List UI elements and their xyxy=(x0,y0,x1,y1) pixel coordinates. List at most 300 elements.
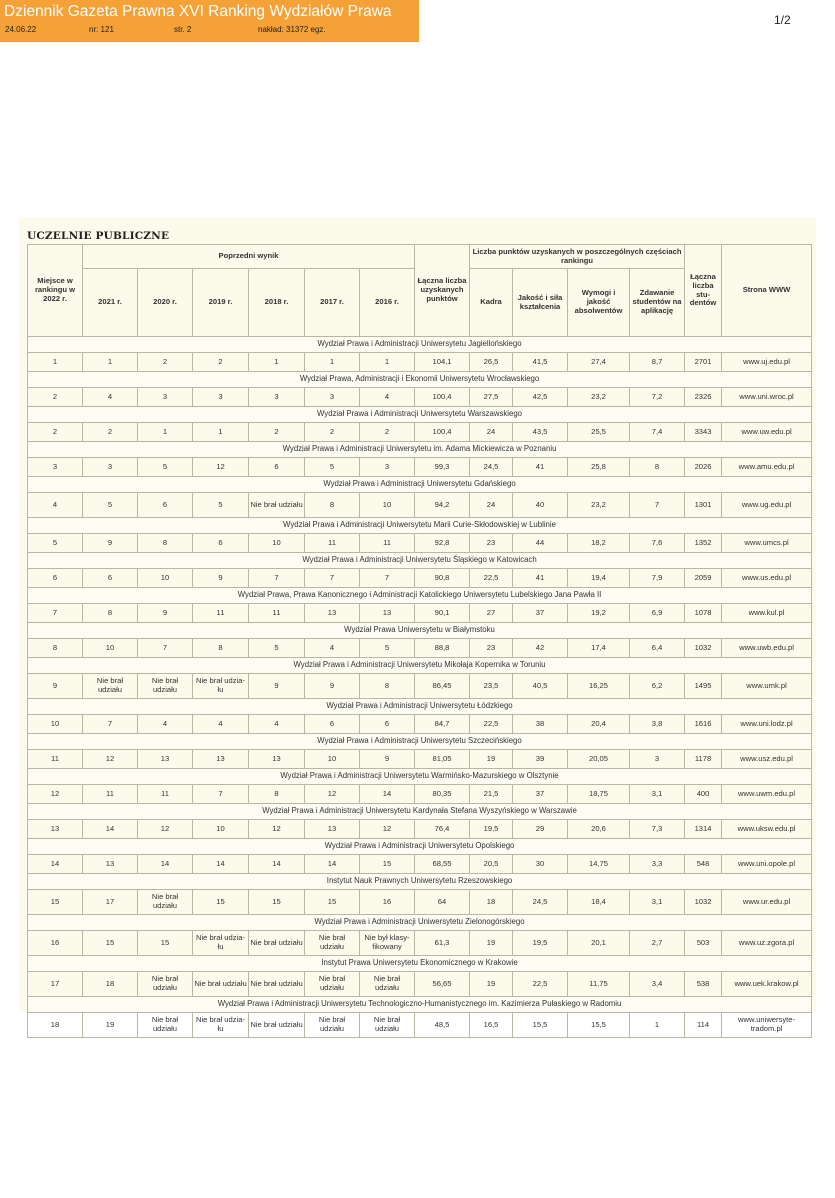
year-2017-cell: 9 xyxy=(305,674,360,699)
www-link[interactable]: www.uksw.edu.pl xyxy=(722,820,812,839)
zdawanie-cell: 1 xyxy=(630,1013,685,1038)
students-cell: 1032 xyxy=(685,890,722,915)
wymogi-cell: 16,25 xyxy=(568,674,630,699)
wymogi-cell: 18,4 xyxy=(568,890,630,915)
institution-row xyxy=(28,518,812,534)
total-points-cell: 80,35 xyxy=(415,785,470,804)
kadra-cell: 24 xyxy=(470,423,513,442)
page-indicator: 1/2 xyxy=(774,13,791,27)
total-points-cell: 100,4 xyxy=(415,423,470,442)
year-2020-cell: 15 xyxy=(138,931,193,956)
table-row xyxy=(28,715,812,734)
year-2019-cell: Nie brał udzia-łu xyxy=(193,931,249,956)
institution-row xyxy=(28,337,812,353)
www-link[interactable]: www.ur.edu.pl xyxy=(722,890,812,915)
year-2020-cell: 13 xyxy=(138,750,193,769)
www-link[interactable]: www.usz.edu.pl xyxy=(722,750,812,769)
www-link[interactable]: www.uwm.edu.pl xyxy=(722,785,812,804)
table-row xyxy=(28,604,812,623)
year-2021-cell: 6 xyxy=(83,569,138,588)
total-points-cell: 99,3 xyxy=(415,458,470,477)
www-link[interactable]: www.kul.pl xyxy=(722,604,812,623)
year-2021-cell: 17 xyxy=(83,890,138,915)
col-previous: Poprzedni wynik xyxy=(83,245,415,269)
publication-date: 24.06.22 xyxy=(5,25,37,34)
year-2018-cell: Nie brał udziału xyxy=(249,972,305,997)
wymogi-cell: 25,5 xyxy=(568,423,630,442)
wymogi-cell: 20,05 xyxy=(568,750,630,769)
wymogi-cell: 20,4 xyxy=(568,715,630,734)
zdawanie-cell: 3,1 xyxy=(630,890,685,915)
wymogi-cell: 19,2 xyxy=(568,604,630,623)
table-row xyxy=(28,785,812,804)
header-banner xyxy=(0,0,419,42)
zdawanie-cell: 3,4 xyxy=(630,972,685,997)
year-2016-cell: 6 xyxy=(360,715,415,734)
col-wymogi: Wymogi i jakość absolwentów xyxy=(568,269,630,337)
wymogi-cell: 23,2 xyxy=(568,493,630,518)
students-cell: 548 xyxy=(685,855,722,874)
place-cell: 18 xyxy=(28,1013,83,1038)
col-year: 2021 r. xyxy=(83,269,138,337)
place-cell: 5 xyxy=(28,534,83,553)
www-link[interactable]: www.uw.edu.pl xyxy=(722,423,812,442)
year-2016-cell: 8 xyxy=(360,674,415,699)
www-link[interactable]: www.uni.opole.pl xyxy=(722,855,812,874)
year-2021-cell: 3 xyxy=(83,458,138,477)
www-link[interactable]: www.uek.krakow.pl xyxy=(722,972,812,997)
www-link[interactable]: www.uniwersyte-tradom.pl xyxy=(722,1013,812,1038)
place-cell: 8 xyxy=(28,639,83,658)
year-2019-cell: Nie brał udziału xyxy=(193,972,249,997)
year-2018-cell: 11 xyxy=(249,604,305,623)
wymogi-cell: 18,2 xyxy=(568,534,630,553)
wymogi-cell: 23,2 xyxy=(568,388,630,407)
col-place: Miejsce w rankingu w 2022 r. xyxy=(28,245,83,337)
institution-name: Wydział Prawa i Administracji Uniwersytetu Śląskiego w Katowicach xyxy=(28,553,812,569)
zdawanie-cell: 7,3 xyxy=(630,820,685,839)
place-cell: 4 xyxy=(28,493,83,518)
year-2017-cell: Nie brał udziału xyxy=(305,972,360,997)
jakosc-cell: 15,5 xyxy=(513,1013,568,1038)
wymogi-cell: 11,75 xyxy=(568,972,630,997)
students-cell: 1495 xyxy=(685,674,722,699)
year-2017-cell: 10 xyxy=(305,750,360,769)
institution-row xyxy=(28,804,812,820)
zdawanie-cell: 3,1 xyxy=(630,785,685,804)
year-2018-cell: 8 xyxy=(249,785,305,804)
www-link[interactable]: www.ug.edu.pl xyxy=(722,493,812,518)
www-link[interactable]: www.amu.edu.pl xyxy=(722,458,812,477)
year-2018-cell: Nie brał udziału xyxy=(249,931,305,956)
wymogi-cell: 27,4 xyxy=(568,353,630,372)
zdawanie-cell: 6,9 xyxy=(630,604,685,623)
institution-name: Wydział Prawa i Administracji Uniwersytetu Szczecińskiego xyxy=(28,734,812,750)
year-2019-cell: 6 xyxy=(193,534,249,553)
year-2016-cell: 3 xyxy=(360,458,415,477)
year-2020-cell: 3 xyxy=(138,388,193,407)
institution-name: Wydział Prawa i Administracji Uniwersytetu Marii Curie-Skłodowskiej w Lublinie xyxy=(28,518,812,534)
institution-name: Wydział Prawa i Administracji Uniwersytetu Opolskiego xyxy=(28,839,812,855)
year-2020-cell: 10 xyxy=(138,569,193,588)
year-2018-cell: 14 xyxy=(249,855,305,874)
table-row xyxy=(28,493,812,518)
year-2020-cell: Nie brał udziału xyxy=(138,890,193,915)
year-2016-cell: Nie brał udziału xyxy=(360,1013,415,1038)
year-2021-cell: 10 xyxy=(83,639,138,658)
institution-row xyxy=(28,839,812,855)
year-2016-cell: 2 xyxy=(360,423,415,442)
www-link[interactable]: www.umk.pl xyxy=(722,674,812,699)
jakosc-cell: 39 xyxy=(513,750,568,769)
year-2016-cell: 11 xyxy=(360,534,415,553)
total-points-cell: 88,8 xyxy=(415,639,470,658)
www-link[interactable]: www.us.edu.pl xyxy=(722,569,812,588)
year-2017-cell: 1 xyxy=(305,353,360,372)
year-2019-cell: 3 xyxy=(193,388,249,407)
table-row xyxy=(28,353,812,372)
institution-row xyxy=(28,734,812,750)
year-2019-cell: 13 xyxy=(193,750,249,769)
year-2019-cell: 8 xyxy=(193,639,249,658)
col-total-points: Łączna liczba uzyskanych punktów xyxy=(415,245,470,337)
place-cell: 7 xyxy=(28,604,83,623)
place-cell: 12 xyxy=(28,785,83,804)
jakosc-cell: 22,5 xyxy=(513,972,568,997)
wymogi-cell: 14,75 xyxy=(568,855,630,874)
table-row xyxy=(28,972,812,997)
institution-name: Wydział Prawa i Administracji Uniwersytetu Zielonogórskiego xyxy=(28,915,812,931)
students-cell: 2059 xyxy=(685,569,722,588)
jakosc-cell: 40,5 xyxy=(513,674,568,699)
total-points-cell: 86,45 xyxy=(415,674,470,699)
students-cell: 1616 xyxy=(685,715,722,734)
institution-name: Wydział Prawa i Administracji Uniwersytetu Łódzkiego xyxy=(28,699,812,715)
total-points-cell: 64 xyxy=(415,890,470,915)
institution-name: Wydział Prawa i Administracji Uniwersytetu im. Adama Mickiewicza w Poznaniu xyxy=(28,442,812,458)
jakosc-cell: 43,5 xyxy=(513,423,568,442)
col-zdawanie: Zdawanie studentów na aplikację xyxy=(630,269,685,337)
year-2016-cell: 13 xyxy=(360,604,415,623)
total-points-cell: 81,05 xyxy=(415,750,470,769)
year-2020-cell: Nie brał udziału xyxy=(138,674,193,699)
total-points-cell: 76,4 xyxy=(415,820,470,839)
year-2017-cell: 3 xyxy=(305,388,360,407)
kadra-cell: 23,5 xyxy=(470,674,513,699)
kadra-cell: 23 xyxy=(470,639,513,658)
year-2018-cell: 5 xyxy=(249,639,305,658)
kadra-cell: 27 xyxy=(470,604,513,623)
institution-name: Wydział Prawa i Administracji Uniwersytetu Warmińsko-Mazurskiego w Olsztynie xyxy=(28,769,812,785)
jakosc-cell: 40 xyxy=(513,493,568,518)
year-2019-cell: 10 xyxy=(193,820,249,839)
wymogi-cell: 19,4 xyxy=(568,569,630,588)
year-2017-cell: 13 xyxy=(305,604,360,623)
zdawanie-cell: 3,3 xyxy=(630,855,685,874)
year-2017-cell: Nie brał udziału xyxy=(305,1013,360,1038)
www-link[interactable]: www.uni.wroc.pl xyxy=(722,388,812,407)
institution-name: Wydział Prawa i Administracji Uniwersytetu Gdańskiego xyxy=(28,477,812,493)
place-cell: 16 xyxy=(28,931,83,956)
www-link[interactable]: www.uj.edu.pl xyxy=(722,353,812,372)
zdawanie-cell: 8,7 xyxy=(630,353,685,372)
table-row xyxy=(28,820,812,839)
year-2020-cell: 6 xyxy=(138,493,193,518)
total-points-cell: 100,4 xyxy=(415,388,470,407)
institution-name: Wydział Prawa i Administracji Uniwersytetu Technologiczno-Humanistycznego im. Kazimierza Pułaskiego w Radomiu xyxy=(28,997,812,1013)
institution-name: Wydział Prawa Uniwersytetu w Białymstoku xyxy=(28,623,812,639)
zdawanie-cell: 6,2 xyxy=(630,674,685,699)
www-link[interactable]: www.uz.zgora.pl xyxy=(722,931,812,956)
year-2021-cell: 4 xyxy=(83,388,138,407)
students-cell: 2701 xyxy=(685,353,722,372)
year-2021-cell: 14 xyxy=(83,820,138,839)
col-jakosc: Jakość i siła kształcenia xyxy=(513,269,568,337)
kadra-cell: 24,5 xyxy=(470,458,513,477)
kadra-cell: 16,5 xyxy=(470,1013,513,1038)
year-2021-cell: 13 xyxy=(83,855,138,874)
zdawanie-cell: 3,8 xyxy=(630,715,685,734)
year-2019-cell: Nie brał udzia-łu xyxy=(193,674,249,699)
institution-row xyxy=(28,407,812,423)
year-2017-cell: 11 xyxy=(305,534,360,553)
col-year: 2018 r. xyxy=(249,269,305,337)
year-2017-cell: 2 xyxy=(305,423,360,442)
year-2018-cell: 12 xyxy=(249,820,305,839)
place-cell: 13 xyxy=(28,820,83,839)
students-cell: 2326 xyxy=(685,388,722,407)
jakosc-cell: 41 xyxy=(513,569,568,588)
year-2021-cell: 15 xyxy=(83,931,138,956)
year-2020-cell: 11 xyxy=(138,785,193,804)
kadra-cell: 19 xyxy=(470,750,513,769)
year-2019-cell: 2 xyxy=(193,353,249,372)
year-2019-cell: Nie brał udzia-łu xyxy=(193,1013,249,1038)
kadra-cell: 24 xyxy=(470,493,513,518)
zdawanie-cell: 6,4 xyxy=(630,639,685,658)
institution-name: Wydział Prawa i Administracji Uniwersytetu Kardynała Stefana Wyszyńskiego w Warszawie xyxy=(28,804,812,820)
total-points-cell: 84,7 xyxy=(415,715,470,734)
year-2017-cell: 14 xyxy=(305,855,360,874)
year-2016-cell: 1 xyxy=(360,353,415,372)
year-2019-cell: 15 xyxy=(193,890,249,915)
col-www: Strona WWW xyxy=(722,245,812,337)
year-2020-cell: 9 xyxy=(138,604,193,623)
place-cell: 10 xyxy=(28,715,83,734)
year-2018-cell: 15 xyxy=(249,890,305,915)
kadra-cell: 21,5 xyxy=(470,785,513,804)
zdawanie-cell: 3 xyxy=(630,750,685,769)
kadra-cell: 19 xyxy=(470,931,513,956)
year-2018-cell: Nie brał udziału xyxy=(249,1013,305,1038)
place-cell: 9 xyxy=(28,674,83,699)
year-2021-cell: 1 xyxy=(83,353,138,372)
year-2021-cell: 8 xyxy=(83,604,138,623)
total-points-cell: 92,8 xyxy=(415,534,470,553)
year-2016-cell: Nie brał udziału xyxy=(360,972,415,997)
year-2016-cell: 7 xyxy=(360,569,415,588)
students-cell: 1314 xyxy=(685,820,722,839)
jakosc-cell: 41,5 xyxy=(513,353,568,372)
year-2021-cell: 2 xyxy=(83,423,138,442)
year-2017-cell: 12 xyxy=(305,785,360,804)
total-points-cell: 61,3 xyxy=(415,931,470,956)
zdawanie-cell: 7,2 xyxy=(630,388,685,407)
year-2016-cell: 14 xyxy=(360,785,415,804)
zdawanie-cell: 2,7 xyxy=(630,931,685,956)
institution-name: Wydział Prawa, Prawa Kanonicznego i Administracji Katolickiego Uniwersytetu Lubelskiego Jana Pawła II xyxy=(28,588,812,604)
year-2018-cell: 4 xyxy=(249,715,305,734)
year-2018-cell: 1 xyxy=(249,353,305,372)
institution-row xyxy=(28,874,812,890)
year-2017-cell: 6 xyxy=(305,715,360,734)
place-cell: 1 xyxy=(28,353,83,372)
students-cell: 538 xyxy=(685,972,722,997)
wymogi-cell: 15,5 xyxy=(568,1013,630,1038)
kadra-cell: 23 xyxy=(470,534,513,553)
table-row xyxy=(28,1013,812,1038)
wymogi-cell: 18,75 xyxy=(568,785,630,804)
jakosc-cell: 30 xyxy=(513,855,568,874)
year-2018-cell: 7 xyxy=(249,569,305,588)
page-ref: str. 2 xyxy=(174,25,192,34)
jakosc-cell: 44 xyxy=(513,534,568,553)
year-2017-cell: 4 xyxy=(305,639,360,658)
institution-row xyxy=(28,915,812,931)
place-cell: 6 xyxy=(28,569,83,588)
jakosc-cell: 37 xyxy=(513,785,568,804)
year-2020-cell: Nie brał udziału xyxy=(138,972,193,997)
year-2020-cell: Nie brał udziału xyxy=(138,1013,193,1038)
table-row xyxy=(28,674,812,699)
year-2017-cell: 13 xyxy=(305,820,360,839)
www-link[interactable]: www.uni.lodz.pl xyxy=(722,715,812,734)
institution-name: Wydział Prawa i Administracji Uniwersytetu Jagiellońskiego xyxy=(28,337,812,353)
table-row xyxy=(28,388,812,407)
jakosc-cell: 42,5 xyxy=(513,388,568,407)
year-2017-cell: 8 xyxy=(305,493,360,518)
students-cell: 503 xyxy=(685,931,722,956)
table-row xyxy=(28,931,812,956)
year-2021-cell: 11 xyxy=(83,785,138,804)
institution-name: Wydział Prawa i Administracji Uniwersytetu Mikołaja Kopernika w Toruniu xyxy=(28,658,812,674)
place-cell: 2 xyxy=(28,423,83,442)
section-title: UCZELNIE PUBLICZNE xyxy=(27,230,170,242)
institution-row xyxy=(28,997,812,1013)
total-points-cell: 90,8 xyxy=(415,569,470,588)
col-year: 2016 r. xyxy=(360,269,415,337)
place-cell: 17 xyxy=(28,972,83,997)
year-2020-cell: 1 xyxy=(138,423,193,442)
year-2019-cell: 9 xyxy=(193,569,249,588)
col-year: 2017 r. xyxy=(305,269,360,337)
www-link[interactable]: www.umcs.pl xyxy=(722,534,812,553)
kadra-cell: 18 xyxy=(470,890,513,915)
publication-title: Dziennik Gazeta Prawna XVI Ranking Wydziałów Prawa xyxy=(4,3,392,20)
students-cell: 400 xyxy=(685,785,722,804)
students-cell: 1301 xyxy=(685,493,722,518)
institution-row xyxy=(28,956,812,972)
year-2016-cell: 16 xyxy=(360,890,415,915)
institution-row xyxy=(28,588,812,604)
www-link[interactable]: www.uwb.edu.pl xyxy=(722,639,812,658)
wymogi-cell: 25,8 xyxy=(568,458,630,477)
year-2019-cell: 4 xyxy=(193,715,249,734)
jakosc-cell: 29 xyxy=(513,820,568,839)
year-2018-cell: 2 xyxy=(249,423,305,442)
students-cell: 1178 xyxy=(685,750,722,769)
year-2016-cell: 4 xyxy=(360,388,415,407)
col-parts: Liczba punktów uzyskanych w poszczególnych częściach rankingu xyxy=(470,245,685,269)
year-2018-cell: 10 xyxy=(249,534,305,553)
institution-name: Instytut Prawa Uniwersytetu Ekonomicznego w Krakowie xyxy=(28,956,812,972)
place-cell: 15 xyxy=(28,890,83,915)
students-cell: 2026 xyxy=(685,458,722,477)
ranking-table xyxy=(27,244,812,1038)
year-2016-cell: Nie był klasy-fikowany xyxy=(360,931,415,956)
year-2018-cell: 13 xyxy=(249,750,305,769)
year-2021-cell: 9 xyxy=(83,534,138,553)
year-2021-cell: 12 xyxy=(83,750,138,769)
year-2018-cell: 9 xyxy=(249,674,305,699)
jakosc-cell: 24,5 xyxy=(513,890,568,915)
wymogi-cell: 20,6 xyxy=(568,820,630,839)
students-cell: 3343 xyxy=(685,423,722,442)
students-cell: 1032 xyxy=(685,639,722,658)
year-2019-cell: 14 xyxy=(193,855,249,874)
place-cell: 2 xyxy=(28,388,83,407)
institution-name: Wydział Prawa i Administracji Uniwersytetu Warszawskiego xyxy=(28,407,812,423)
year-2020-cell: 5 xyxy=(138,458,193,477)
year-2018-cell: Nie brał udziału xyxy=(249,493,305,518)
total-points-cell: 94,2 xyxy=(415,493,470,518)
year-2018-cell: 6 xyxy=(249,458,305,477)
students-cell: 114 xyxy=(685,1013,722,1038)
zdawanie-cell: 7 xyxy=(630,493,685,518)
year-2017-cell: 7 xyxy=(305,569,360,588)
institution-name: Wydział Prawa, Administracji i Ekonomii Uniwersytetu Wrocławskiego xyxy=(28,372,812,388)
year-2019-cell: 7 xyxy=(193,785,249,804)
year-2020-cell: 12 xyxy=(138,820,193,839)
wymogi-cell: 17,4 xyxy=(568,639,630,658)
place-cell: 14 xyxy=(28,855,83,874)
institution-row xyxy=(28,769,812,785)
kadra-cell: 27,5 xyxy=(470,388,513,407)
year-2021-cell: 5 xyxy=(83,493,138,518)
kadra-cell: 22,5 xyxy=(470,715,513,734)
ranking-rows xyxy=(28,337,812,1038)
institution-row xyxy=(28,372,812,388)
students-cell: 1352 xyxy=(685,534,722,553)
col-year: 2020 r. xyxy=(138,269,193,337)
jakosc-cell: 38 xyxy=(513,715,568,734)
year-2016-cell: 5 xyxy=(360,639,415,658)
zdawanie-cell: 7,9 xyxy=(630,569,685,588)
year-2020-cell: 7 xyxy=(138,639,193,658)
total-points-cell: 104,1 xyxy=(415,353,470,372)
year-2016-cell: 9 xyxy=(360,750,415,769)
year-2019-cell: 1 xyxy=(193,423,249,442)
total-points-cell: 68,55 xyxy=(415,855,470,874)
issue-number: nr: 121 xyxy=(89,25,114,34)
table-row xyxy=(28,569,812,588)
zdawanie-cell: 7,4 xyxy=(630,423,685,442)
year-2016-cell: 15 xyxy=(360,855,415,874)
jakosc-cell: 19,5 xyxy=(513,931,568,956)
year-2020-cell: 14 xyxy=(138,855,193,874)
year-2020-cell: 4 xyxy=(138,715,193,734)
wymogi-cell: 20,1 xyxy=(568,931,630,956)
